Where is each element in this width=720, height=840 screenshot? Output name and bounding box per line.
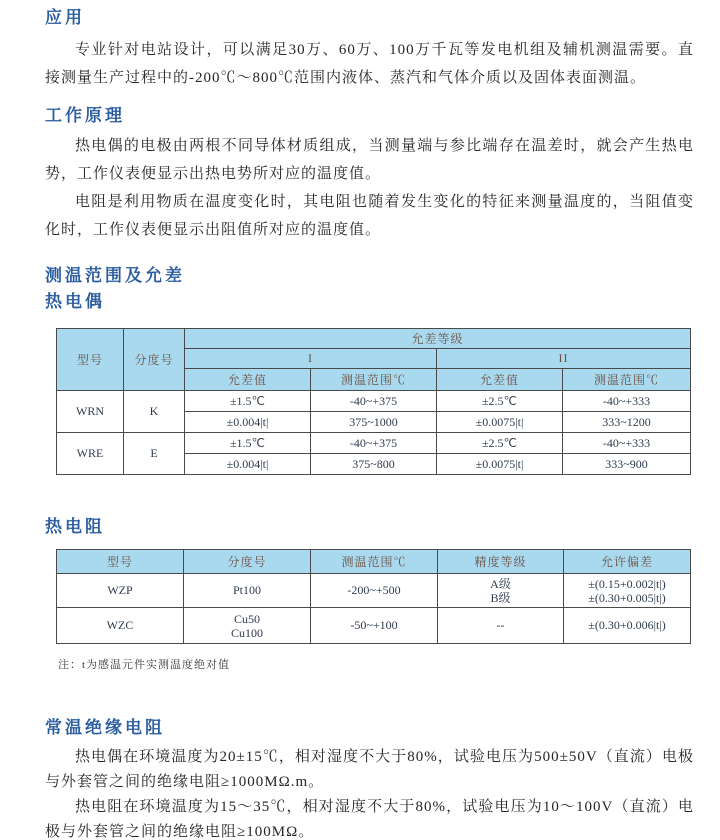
cell-value: ±2.5℃ (437, 433, 563, 454)
cell-graduation-k: K (124, 391, 185, 433)
section-title-insulation: 常温绝缘电阻 (45, 718, 165, 737)
grade-b: B级 (490, 590, 511, 605)
table-footnote: 注：t为感温元件实测温度绝对值 (58, 659, 231, 671)
cell-model-wzc: WZC (57, 608, 184, 644)
cell-value: ±0.004|t| (185, 412, 311, 433)
th-class-ii: II (437, 349, 691, 369)
th-temp-range: 测温范围℃ (311, 550, 438, 574)
cell-model-wrn: WRN (57, 391, 124, 433)
cell-value: 375~800 (311, 454, 437, 475)
subsection-title-rtd: 热电阻 (45, 517, 105, 536)
principle-paragraph-1: 热电偶的电极由两根不同导体材质组成，当测量端与参比端存在温差时，就会产生热电势，工作仪表便显示出热电势所对应的温度值。 (45, 138, 694, 182)
th-permitted-deviation: 允许偏差 (564, 550, 691, 574)
cell-range: -200~+500 (311, 574, 438, 608)
th-tolerance-class: 允差等级 (185, 329, 691, 349)
section-title-application: 应用 (45, 8, 85, 27)
subsection-title-thermocouple: 热电偶 (45, 292, 105, 311)
grade-a: A级 (490, 576, 511, 591)
table-row (57, 433, 691, 454)
graduation-cu100: Cu100 (230, 625, 263, 640)
cell-value: 333~900 (563, 454, 691, 475)
th-class-i: I (185, 349, 437, 369)
cell-value: ±0.0075|t| (437, 454, 563, 475)
deviation-a: ±(0.15+0.002|t|) (588, 576, 666, 591)
cell-deviation (564, 574, 691, 608)
cell-value: -40~+375 (311, 391, 437, 412)
th-graduation: 分度号 (184, 550, 311, 574)
th-graduation: 分度号 (124, 329, 185, 391)
rtd-table (56, 549, 691, 644)
th-tolerance-value-i: 允差值 (185, 369, 311, 391)
cell-graduation: Pt100 (184, 574, 311, 608)
cell-grade: -- (438, 608, 564, 644)
cell-value: ±1.5℃ (185, 391, 311, 412)
cell-grade (438, 574, 564, 608)
cell-model-wzp: WZP (57, 574, 184, 608)
cell-value: 375~1000 (311, 412, 437, 433)
section-title-working-principle: 工作原理 (45, 106, 125, 125)
cell-value: ±0.004|t| (185, 454, 311, 475)
cell-value: -40~+375 (311, 433, 437, 454)
cell-model-wre: WRE (57, 433, 124, 475)
cell-value: -40~+333 (563, 391, 691, 412)
deviation-b: ±(0.30+0.005|t|) (588, 590, 666, 605)
th-temp-range-i: 测温范围℃ (311, 369, 437, 391)
cell-value: -40~+333 (563, 433, 691, 454)
cell-value: ±0.0075|t| (437, 412, 563, 433)
cell-value: 333~1200 (563, 412, 691, 433)
table-row (57, 608, 691, 644)
cell-graduation-e: E (124, 433, 185, 475)
section-title-range-tolerance: 测温范围及允差 (45, 266, 185, 285)
insulation-paragraph-2: 热电阻在环境温度为15～35℃，相对湿度不大于80%，试验电压为10～100V（直流）电极与外套管之间的绝缘电阻≥100MΩ。 (45, 799, 694, 840)
cell-graduation (184, 608, 311, 644)
insulation-paragraph-1: 热电偶在环境温度为20±15℃，相对湿度不大于80%，试验电压为500±50V（直流）电极与外套管之间的绝缘电阻≥1000MΩ.m。 (45, 749, 694, 790)
table-row (57, 574, 691, 608)
th-model: 型号 (57, 329, 124, 391)
thermocouple-tolerance-table (56, 328, 691, 475)
cell-value: ±2.5℃ (437, 391, 563, 412)
graduation-cu50: Cu50 (233, 611, 260, 626)
cell-range: -50~+100 (311, 608, 438, 644)
cell-deviation: ±(0.30+0.006|t|) (564, 608, 691, 644)
th-temp-range-ii: 测温范围℃ (563, 369, 691, 391)
application-paragraph: 专业针对电站设计，可以满足30万、60万、100万千瓦等发电机组及辅机测温需要。直接测量生产过程中的-200℃～800℃范围内液体、蒸汽和气体介质以及固体表面测温。 (45, 42, 694, 86)
th-accuracy-grade: 精度等级 (438, 550, 564, 574)
principle-paragraph-2: 电阻是利用物质在温度变化时，其电阻也随着发生变化的特征来测量温度的，当阻值变化时，工作仪表便显示出阻值所对应的温度值。 (45, 194, 694, 238)
cell-value: ±1.5℃ (185, 433, 311, 454)
th-tolerance-value-ii: 允差值 (437, 369, 563, 391)
table-row (57, 391, 691, 412)
th-model: 型号 (57, 550, 184, 574)
